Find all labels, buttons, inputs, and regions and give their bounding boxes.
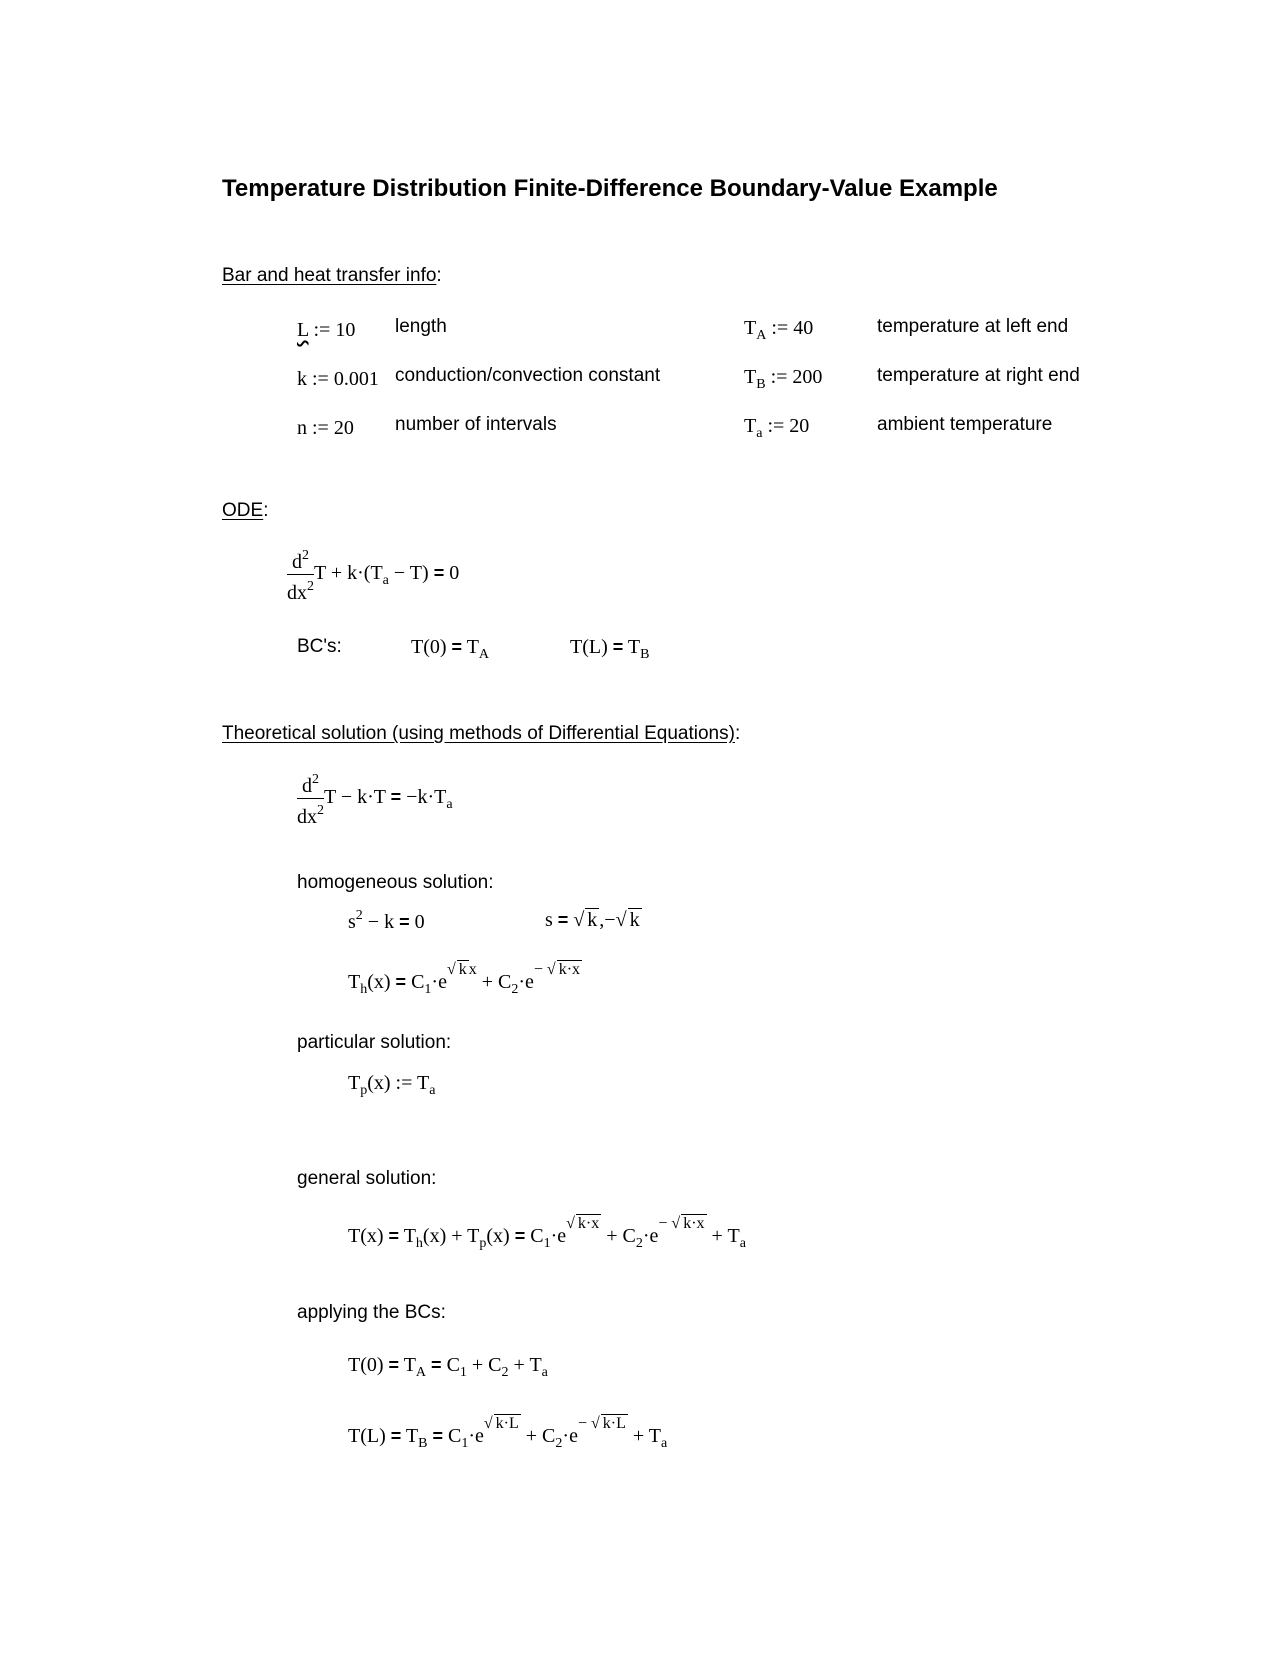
bcs-label: BC's: [297,636,342,657]
applying-label: applying the BCs: [297,1302,446,1323]
param-Ta-description: ambient temperature [877,414,1053,435]
param-n-definition: n := 20 [297,417,354,439]
bc-applied-left: $T(0) = T_A = C_1 + C_2 + T_a$ [348,1354,548,1380]
bc-right: $T(L) = T_B$ [570,636,650,662]
particular-solution: $T_p(x)$ := $T_a$ [348,1072,436,1098]
bc-left: $T(0) = T_A$ [411,636,490,662]
param-L-description: length [395,316,447,337]
param-Ta-definition: $T_a$ := 20 [744,415,810,441]
rearranged-ode: $\frac{d^2}{dx^2}$ $T - k\cdot T = -k\cdot T_a$ [297,768,453,829]
section-heading-theoretical: Theoretical solution (using methods of Differential Equations): [222,723,741,744]
section-heading-bar-info: Bar and heat transfer info: [222,265,442,286]
param-k-description: conduction/convection constant [395,365,661,386]
characteristic-roots: s = √ k ,−√ k [545,909,640,931]
characteristic-equation: $s^2 - k = 0$ [348,908,425,933]
general-solution: $T(x) = T_h(x) + T_p(x) = C_1\cdot e^{√ k\cdot x} + C_2\cdot e^{- √ k\cdot x} + T_a$ [348,1215,746,1251]
param-n-description: number of intervals [395,414,557,435]
param-L-definition: L := 10 [297,319,356,341]
param-k-definition: k := 0.001 [297,368,379,390]
param-TA-description: temperature at left end [877,316,1069,337]
param-TB-description: temperature at right end [877,365,1080,386]
general-label: general solution: [297,1168,437,1189]
homogeneous-label: homogeneous solution: [297,872,494,893]
param-TA-definition: $T_A$ := 40 [744,317,814,343]
homogeneous-solution: $T_h(x) = C_1\cdot e^{√ k x} + C_2\cdot e^{- √ k\cdot x}$ [348,961,581,997]
ode-equation: $\frac{d^2}{dx^2}$ $T + k\cdot(T_a - T) = 0$ [287,544,459,605]
page-title: Temperature Distribution Finite-Difference Boundary-Value Example [222,175,998,202]
param-TB-definition: $T_B$ := 200 [744,366,823,392]
bc-applied-right: $T(L) = T_B = C_1\cdot e^{√ k\cdot L} + C_2\cdot e^{- √ k\cdot L} + T_a$ [348,1415,668,1451]
particular-label: particular solution: [297,1032,452,1053]
section-heading-ode: ODE: [222,500,269,521]
